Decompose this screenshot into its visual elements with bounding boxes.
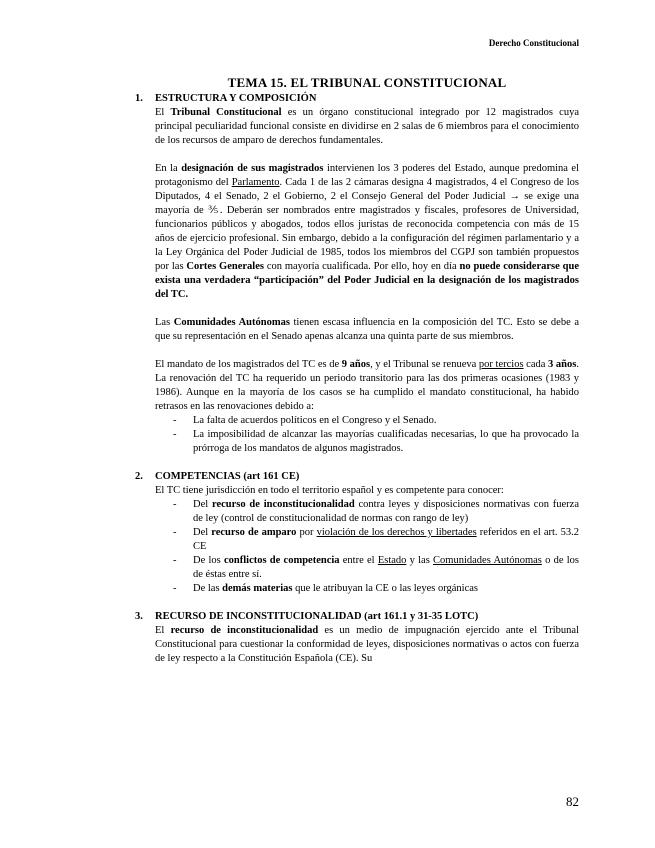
list-item: - Del recurso de amparo por violación de los derechos y libertades referidos en el art. 53.2 CE	[193, 526, 579, 554]
text-run: . Cada 1 de las 2 cámaras designa 4 magistrados, 4 el Congreso de los Diputados, 4 el Senado, 2 el Gobierno, 2 el Consejo General del Poder Judicial → se exige una mayoría de ⅗. Deberán ser nombrados entre magistrados y fiscales, profesores de Universidad, funcionarios públicos y abogados, todos ellos juristas de reconocida competencia con más de 15 años de ejercicio profesional. Sin embargo, debido a la configuración del régimen parlamentario y a la Ley Orgánica del Poder Judicial de 1985, todos los miembros del CGPJ son también propuestos por las	[155, 177, 579, 272]
list-item: - La imposibilidad de alcanzar las mayorías cualificadas necesarias, lo que ha provocado la prórroga de los mandatos de algunos magistrados.	[193, 428, 579, 456]
text-run: es un medio de impugnación ejercido ante el Tribunal Constitucional para cuestionar la conformidad de leyes, disposiciones normativas o actos con fuerza de ley respecto a la Constitución Española (CE). Su	[155, 625, 579, 664]
paragraph-jurisdiction: El TC tiene jurisdicción en todo el territorio español y es competente para conocer:	[155, 485, 504, 496]
list-item: - De las demás materias que le atribuyan la CE o las leyes orgánicas	[193, 582, 579, 596]
text-run: , y el Tribunal se renueva	[370, 359, 479, 370]
list-item: - Del recurso de inconstitucionalidad contra leyes y disposiciones normativas con fuerza de ley (control de constitucionalidad de normas con rango de ley)	[193, 498, 579, 526]
paragraph-unconstitutionality-appeal	[155, 624, 579, 666]
bold-term: Cortes Generales	[186, 261, 264, 272]
section-heading-2	[135, 470, 579, 484]
bold-statement: no puede considerarse que exista una verdadera “participación” del Poder Judicial en la designación de los magistrados del TC.	[155, 261, 579, 300]
bold-term: recurso de inconstitucionalidad	[170, 625, 319, 636]
bold-term: designación de sus magistrados	[181, 163, 324, 174]
text-run: intervienen los 3 poderes del Estado, aunque predomina el protagonismo del	[155, 163, 580, 188]
bold-term: 3 años	[548, 359, 577, 370]
list-item: - De los conflictos de competencia entre el Estado y las Comunidades Autónomas o de los de éstas entre sí.	[193, 554, 579, 582]
competences-list	[155, 498, 579, 596]
section-heading-1	[135, 92, 579, 106]
text-run: Las	[155, 317, 174, 328]
underlined-term: Parlamento	[231, 177, 280, 188]
text-run: cada	[523, 359, 549, 370]
section-title: COMPETENCIAS (art 161 CE)	[155, 471, 300, 482]
section-number: 3.	[135, 611, 143, 622]
section-number: 1.	[135, 93, 143, 104]
text-run: tienen escasa influencia en la composición del TC. Esto se debe a que su representación en el Senado apenas alcanza una quinta parte de sus miembros.	[155, 317, 579, 342]
bold-term: Comunidades Autónomas	[173, 317, 290, 328]
text-run: con mayoría cualificada. Por ello, hoy en día	[263, 261, 460, 272]
chapter-title: TEMA 15. EL TRIBUNAL CONSTITUCIONAL	[227, 75, 507, 90]
text-run: El	[155, 107, 171, 118]
bold-term: Tribunal Constitucional	[170, 107, 282, 118]
bold-term: 9 años	[341, 359, 371, 370]
section-number: 2.	[135, 471, 143, 482]
paragraph-composition	[155, 106, 579, 148]
paragraph-autonomous-communities	[155, 316, 579, 344]
section-title: ESTRUCTURA Y COMPOSICIÓN	[155, 93, 317, 104]
text-run: El mandato de los magistrados del TC es de	[155, 359, 342, 370]
text-run: es un órgano constitucional integrado por 12 magistrados cuya principal peculiaridad funcional consiste en dividirse en 2 salas de 6 miembros para el conocimiento de los recursos de amparo de derechos fundamentales.	[155, 107, 579, 146]
running-header: Derecho Constitucional	[488, 38, 579, 48]
paragraph-designation	[155, 162, 579, 302]
underlined-term: por tercios	[478, 359, 524, 370]
section-title: RECURSO DE INCONSTITUCIONALIDAD (art 161.1 y 31-35 LOTC)	[155, 611, 479, 622]
paragraph-mandate	[155, 358, 579, 414]
list-item: - La falta de acuerdos políticos en el Congreso y el Senado.	[193, 414, 579, 428]
text-run: El	[155, 625, 171, 636]
text-run: En la	[155, 163, 182, 174]
delay-reasons-list	[155, 414, 579, 456]
text-run: . La renovación del TC ha requerido un periodo transitorio para las dos primeras ocasiones (1983 y 1986). Aunque en la mayoría de los casos se ha cumplido el mandato constitucional, ha habido retrasos en las renovaciones debido a:	[155, 359, 579, 412]
page-content	[135, 75, 580, 666]
page-number: 82	[566, 794, 579, 809]
section-heading-3	[135, 610, 579, 624]
